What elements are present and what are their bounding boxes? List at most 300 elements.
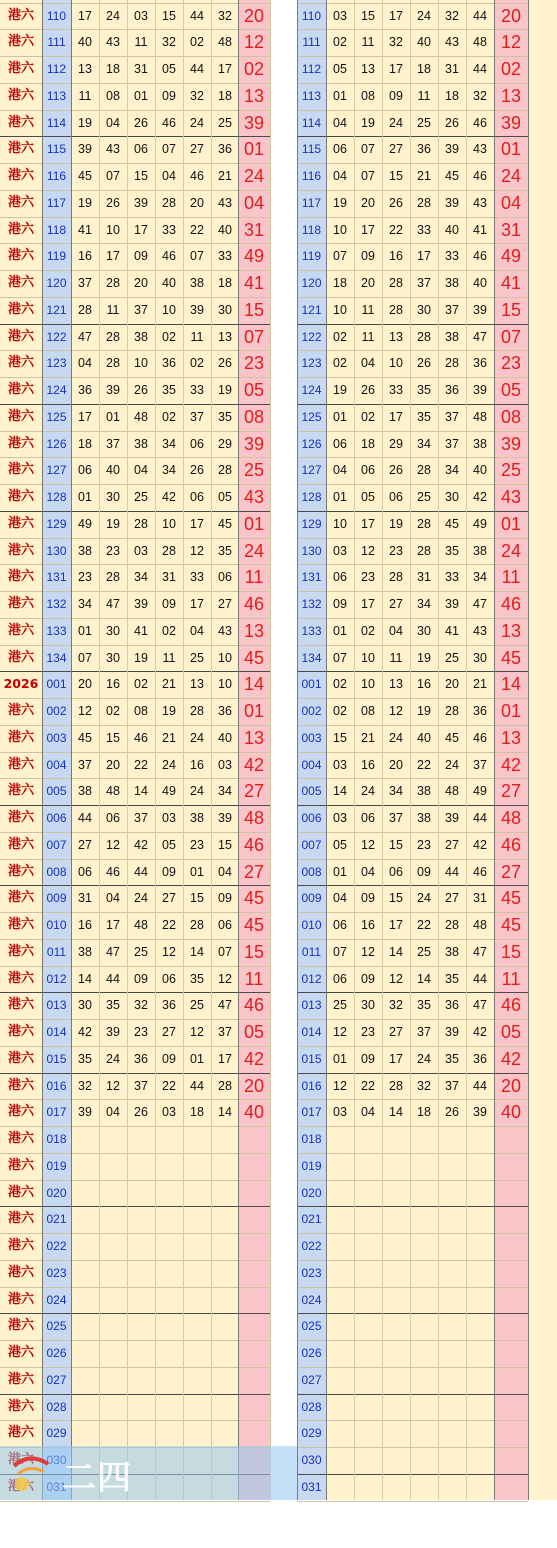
drawn-number: 03 bbox=[162, 1105, 176, 1120]
sorted-number: 40 bbox=[473, 276, 487, 290]
drawn-number: 04 bbox=[134, 463, 148, 478]
drawn-number: 23 bbox=[190, 837, 204, 852]
drawn-number: 25 bbox=[190, 998, 204, 1013]
sorted-number: 12 bbox=[361, 944, 375, 959]
sorted-number bbox=[382, 1420, 410, 1447]
period-number: 134 bbox=[46, 650, 67, 665]
drawn-number: 33 bbox=[190, 383, 204, 397]
sorted-number: 04 bbox=[389, 623, 403, 638]
sorted-number: 39 bbox=[473, 302, 487, 317]
drawn-number: 16 bbox=[106, 677, 120, 692]
period-number: 115 bbox=[301, 142, 322, 157]
drawn-number: 35 bbox=[78, 1051, 92, 1066]
row-divider bbox=[0, 939, 270, 940]
sorted-number: 01 bbox=[333, 409, 347, 424]
sorted-number bbox=[326, 1474, 354, 1501]
drawn-number bbox=[211, 1420, 239, 1447]
sorted-number: 25 bbox=[417, 490, 431, 504]
drawn-number: 01 bbox=[78, 490, 92, 504]
sorted-number: 06 bbox=[361, 811, 375, 825]
period-number: 006 bbox=[301, 811, 322, 825]
lottery-label: 港六 bbox=[7, 1131, 34, 1146]
row-divider bbox=[0, 3, 270, 4]
sorted-number bbox=[438, 1474, 466, 1501]
drawn-number: 02 bbox=[190, 35, 204, 50]
sorted-number bbox=[326, 1126, 354, 1153]
drawn-number: 18 bbox=[190, 1105, 204, 1120]
drawn-number: 39 bbox=[78, 142, 92, 157]
drawn-number bbox=[211, 1153, 239, 1180]
drawn-number: 07 bbox=[218, 944, 232, 959]
sorted-number: 45 bbox=[445, 169, 459, 183]
sorted-number: 24 bbox=[445, 757, 459, 772]
drawn-number: 28 bbox=[134, 516, 148, 531]
sorted-number: 28 bbox=[445, 704, 459, 718]
table-row bbox=[0, 885, 557, 912]
sorted-number: 30 bbox=[417, 623, 431, 638]
sorted-number: 43 bbox=[473, 623, 487, 638]
special-number: 45 bbox=[243, 647, 265, 668]
drawn-number: 40 bbox=[78, 35, 92, 50]
sorted-number bbox=[410, 1313, 438, 1340]
drawn-number: 17 bbox=[106, 918, 120, 932]
sorted-number bbox=[466, 1474, 494, 1501]
sorted-number: 32 bbox=[417, 1078, 431, 1093]
table-row bbox=[0, 29, 557, 56]
drawn-number: 07 bbox=[78, 650, 92, 665]
drawn-number: 20 bbox=[190, 195, 204, 210]
sorted-number bbox=[466, 1367, 494, 1394]
drawn-number bbox=[155, 1233, 183, 1260]
drawn-number: 43 bbox=[106, 142, 120, 157]
drawn-number: 17 bbox=[190, 597, 204, 611]
sorted-number: 08 bbox=[361, 704, 375, 718]
sorted-number: 14 bbox=[417, 971, 431, 986]
sorted-number: 46 bbox=[473, 169, 487, 183]
special-number bbox=[238, 1180, 270, 1207]
special-number: 13 bbox=[500, 620, 522, 641]
sorted-number: 20 bbox=[389, 757, 403, 772]
drawn-number: 01 bbox=[134, 88, 148, 103]
group-divider bbox=[0, 404, 270, 405]
sorted-number bbox=[466, 1420, 494, 1447]
drawn-number: 25 bbox=[218, 115, 232, 130]
period-number: 127 bbox=[46, 463, 67, 478]
drawn-number: 15 bbox=[106, 730, 120, 745]
drawn-number: 15 bbox=[162, 8, 176, 23]
group-divider bbox=[0, 136, 270, 137]
sorted-number: 09 bbox=[417, 864, 431, 879]
period-number: 018 bbox=[301, 1132, 322, 1146]
sorted-number: 15 bbox=[389, 169, 403, 183]
drawn-number: 11 bbox=[106, 302, 120, 317]
drawn-number: 19 bbox=[106, 516, 120, 531]
sorted-number: 35 bbox=[417, 998, 431, 1013]
sorted-number: 27 bbox=[445, 837, 459, 852]
drawn-number: 40 bbox=[162, 276, 176, 290]
period-number: 021 bbox=[46, 1212, 67, 1227]
drawn-number: 30 bbox=[106, 650, 120, 665]
lottery-label: 港六 bbox=[7, 1104, 34, 1120]
drawn-number bbox=[183, 1153, 211, 1180]
sorted-number: 35 bbox=[445, 1051, 459, 1066]
special-number: 48 bbox=[243, 808, 265, 828]
drawn-number: 23 bbox=[78, 570, 92, 585]
row-divider bbox=[0, 832, 270, 833]
sorted-number: 38 bbox=[417, 784, 431, 799]
drawn-number: 37 bbox=[78, 757, 92, 772]
special-number: 15 bbox=[500, 299, 522, 320]
period-number: 118 bbox=[301, 222, 322, 237]
period-number: 005 bbox=[46, 784, 67, 799]
sorted-number: 01 bbox=[333, 864, 347, 879]
sorted-number: 28 bbox=[389, 276, 403, 290]
watermark-text: 二四六-246.gd bbox=[62, 1458, 251, 1547]
lottery-label: 港六 bbox=[7, 87, 34, 103]
drawn-number bbox=[155, 1126, 183, 1153]
drawn-number: 02 bbox=[134, 677, 148, 692]
period-number: 020 bbox=[46, 1185, 67, 1200]
special-number: 46 bbox=[500, 594, 522, 614]
period-number: 118 bbox=[46, 222, 67, 237]
special-number bbox=[494, 1287, 528, 1314]
sorted-number: 39 bbox=[445, 1025, 459, 1039]
special-number: 02 bbox=[243, 59, 265, 79]
sorted-number: 46 bbox=[473, 115, 487, 130]
drawn-number: 15 bbox=[218, 837, 232, 852]
drawn-number: 44 bbox=[190, 1078, 204, 1093]
special-number: 01 bbox=[243, 513, 265, 534]
sorted-number: 29 bbox=[389, 436, 403, 451]
table-row bbox=[0, 1206, 557, 1233]
drawn-number bbox=[127, 1260, 155, 1287]
period-number: 116 bbox=[301, 169, 322, 183]
sorted-number: 23 bbox=[361, 1025, 375, 1039]
period-number: 111 bbox=[47, 35, 66, 50]
period-number: 003 bbox=[301, 730, 322, 745]
drawn-number: 30 bbox=[218, 302, 232, 317]
period-number: 001 bbox=[301, 677, 322, 692]
special-number bbox=[494, 1313, 528, 1340]
sorted-number bbox=[410, 1340, 438, 1367]
drawn-number: 03 bbox=[162, 811, 176, 825]
sorted-number: 25 bbox=[417, 115, 431, 130]
drawn-number: 02 bbox=[106, 704, 120, 718]
table-row bbox=[0, 110, 557, 137]
row-divider bbox=[0, 698, 270, 699]
drawn-number bbox=[155, 1153, 183, 1180]
lottery-label: 港六 bbox=[7, 917, 34, 932]
period-number: 014 bbox=[301, 1025, 322, 1039]
sorted-number: 36 bbox=[417, 142, 431, 157]
sorted-number: 30 bbox=[417, 302, 431, 317]
special-number: 25 bbox=[243, 460, 265, 481]
period-number: 029 bbox=[46, 1426, 67, 1441]
drawn-number: 40 bbox=[218, 730, 232, 745]
drawn-number: 10 bbox=[218, 650, 232, 665]
sorted-number bbox=[382, 1260, 410, 1287]
special-number: 05 bbox=[243, 1022, 265, 1042]
row-divider bbox=[0, 778, 270, 779]
drawn-number: 38 bbox=[78, 784, 92, 799]
sorted-number: 25 bbox=[417, 944, 431, 959]
special-number: 46 bbox=[500, 995, 522, 1016]
drawn-number: 04 bbox=[218, 864, 232, 879]
drawn-number: 40 bbox=[106, 463, 120, 478]
sorted-number bbox=[326, 1447, 354, 1474]
drawn-number: 18 bbox=[78, 436, 92, 451]
period-number: 110 bbox=[46, 8, 67, 23]
drawn-number: 09 bbox=[162, 864, 176, 879]
period-number: 008 bbox=[46, 864, 67, 879]
sorted-number: 37 bbox=[445, 1078, 459, 1093]
special-number bbox=[238, 1287, 270, 1314]
sorted-number bbox=[326, 1367, 354, 1394]
special-number bbox=[494, 1447, 528, 1474]
special-number: 20 bbox=[500, 5, 522, 26]
period-number: 127 bbox=[301, 463, 322, 478]
special-number: 02 bbox=[500, 59, 522, 79]
drawn-number: 20 bbox=[134, 276, 148, 290]
special-number: 05 bbox=[500, 1022, 522, 1042]
drawn-number: 35 bbox=[218, 543, 232, 558]
sorted-number bbox=[438, 1287, 466, 1314]
sorted-number: 31 bbox=[445, 62, 459, 76]
drawn-number: 19 bbox=[78, 115, 92, 130]
table-row bbox=[0, 243, 557, 270]
drawn-number: 37 bbox=[134, 811, 148, 825]
group-divider bbox=[0, 324, 270, 325]
drawn-number: 36 bbox=[134, 1051, 148, 1066]
sorted-number: 07 bbox=[333, 249, 347, 264]
period-number: 029 bbox=[301, 1426, 322, 1441]
sorted-number: 17 bbox=[389, 62, 403, 76]
sorted-number: 24 bbox=[389, 730, 403, 745]
table-row bbox=[0, 725, 557, 752]
table-row bbox=[0, 350, 557, 377]
drawn-number: 16 bbox=[190, 757, 204, 772]
drawn-number bbox=[211, 1180, 239, 1207]
drawn-number: 06 bbox=[218, 918, 232, 932]
special-number: 39 bbox=[243, 433, 265, 454]
drawn-number: 46 bbox=[190, 169, 204, 183]
table-row bbox=[0, 3, 557, 30]
drawn-number: 39 bbox=[190, 302, 204, 317]
table-row bbox=[0, 1180, 557, 1207]
sorted-number: 06 bbox=[389, 490, 403, 504]
drawn-number: 13 bbox=[190, 677, 204, 692]
sorted-number bbox=[326, 1206, 354, 1233]
sorted-number: 03 bbox=[333, 8, 347, 23]
drawn-number: 19 bbox=[134, 650, 148, 665]
sorted-number: 26 bbox=[389, 195, 403, 210]
drawn-number bbox=[155, 1206, 183, 1233]
period-number: 119 bbox=[46, 249, 67, 264]
sorted-number bbox=[410, 1153, 438, 1180]
special-number bbox=[494, 1180, 528, 1207]
special-number: 14 bbox=[243, 674, 265, 695]
drawn-number bbox=[127, 1394, 155, 1421]
drawn-number: 12 bbox=[106, 1078, 120, 1093]
lottery-label: 港六 bbox=[7, 622, 34, 638]
sorted-number: 09 bbox=[361, 1051, 375, 1066]
sorted-number: 21 bbox=[473, 677, 487, 692]
drawn-number: 31 bbox=[134, 62, 148, 76]
sorted-number bbox=[354, 1206, 382, 1233]
drawn-number: 48 bbox=[134, 409, 148, 424]
period-number: 005 bbox=[301, 784, 322, 799]
special-number bbox=[238, 1233, 270, 1260]
drawn-number: 24 bbox=[190, 115, 204, 130]
sorted-number: 10 bbox=[333, 302, 347, 317]
special-number: 27 bbox=[500, 861, 522, 882]
lottery-label: 港六 bbox=[7, 355, 34, 371]
drawn-number: 47 bbox=[106, 944, 120, 959]
drawn-number: 17 bbox=[78, 409, 92, 424]
period-number: 027 bbox=[46, 1372, 67, 1387]
sorted-number: 11 bbox=[361, 302, 375, 317]
column-divider bbox=[183, 0, 184, 1500]
table-row bbox=[0, 698, 557, 725]
sorted-number: 20 bbox=[361, 276, 375, 290]
drawn-number bbox=[71, 1233, 99, 1260]
drawn-number: 13 bbox=[218, 329, 232, 344]
drawn-number bbox=[127, 1313, 155, 1340]
row-divider bbox=[0, 1126, 270, 1127]
sorted-number: 46 bbox=[473, 249, 487, 264]
special-number: 45 bbox=[500, 915, 522, 935]
period-number: 117 bbox=[46, 195, 67, 210]
sorted-number bbox=[410, 1367, 438, 1394]
sorted-number: 01 bbox=[333, 490, 347, 504]
column-divider bbox=[211, 0, 212, 1500]
drawn-number: 14 bbox=[190, 944, 204, 959]
drawn-number: 17 bbox=[190, 516, 204, 531]
row-divider bbox=[0, 484, 270, 485]
drawn-number bbox=[99, 1367, 127, 1394]
period-number: 130 bbox=[46, 543, 67, 558]
special-number bbox=[238, 1206, 270, 1233]
drawn-number: 48 bbox=[218, 35, 232, 50]
drawn-number: 35 bbox=[162, 383, 176, 397]
row-divider bbox=[0, 1019, 270, 1020]
sorted-number: 07 bbox=[361, 142, 375, 157]
period-number: 131 bbox=[301, 570, 322, 585]
sorted-number: 08 bbox=[361, 88, 375, 103]
sorted-number: 28 bbox=[417, 516, 431, 531]
drawn-number: 28 bbox=[162, 195, 176, 210]
special-number bbox=[494, 1367, 528, 1394]
drawn-number: 12 bbox=[190, 1025, 204, 1039]
drawn-number: 10 bbox=[218, 677, 232, 692]
drawn-number: 20 bbox=[78, 677, 92, 692]
sorted-number: 06 bbox=[389, 864, 403, 879]
sorted-number: 02 bbox=[361, 409, 375, 424]
table-row bbox=[0, 992, 557, 1019]
sorted-number bbox=[382, 1233, 410, 1260]
drawn-number: 32 bbox=[78, 1078, 92, 1093]
drawn-number: 27 bbox=[78, 837, 92, 852]
row-divider bbox=[0, 1180, 270, 1181]
sorted-number: 42 bbox=[473, 837, 487, 852]
drawn-number bbox=[71, 1340, 99, 1367]
sorted-number bbox=[466, 1340, 494, 1367]
sorted-number: 19 bbox=[333, 195, 347, 210]
row-divider bbox=[0, 1153, 270, 1154]
sorted-number: 28 bbox=[445, 918, 459, 932]
drawn-number: 46 bbox=[106, 864, 120, 879]
period-number: 119 bbox=[301, 249, 322, 264]
sorted-number: 06 bbox=[333, 971, 347, 986]
lottery-label: 港六 bbox=[7, 756, 34, 772]
period-number: 120 bbox=[46, 276, 67, 290]
sorted-number: 27 bbox=[445, 891, 459, 906]
sorted-number bbox=[410, 1126, 438, 1153]
drawn-number bbox=[71, 1367, 99, 1394]
row-divider bbox=[0, 243, 270, 244]
special-number: 43 bbox=[500, 487, 522, 507]
sorted-number: 04 bbox=[333, 115, 347, 130]
sorted-number bbox=[382, 1180, 410, 1207]
sorted-number: 36 bbox=[445, 998, 459, 1013]
table-row bbox=[0, 83, 557, 110]
drawn-number: 19 bbox=[162, 704, 176, 718]
sorted-number bbox=[410, 1206, 438, 1233]
sorted-number bbox=[466, 1394, 494, 1421]
period-number: 125 bbox=[46, 409, 67, 424]
drawn-number: 25 bbox=[134, 944, 148, 959]
sorted-number: 39 bbox=[473, 1105, 487, 1120]
drawn-number: 44 bbox=[190, 8, 204, 23]
lottery-label: 港六 bbox=[7, 649, 34, 665]
row-divider bbox=[0, 1287, 270, 1288]
table-row bbox=[0, 1287, 557, 1314]
drawn-number: 44 bbox=[190, 62, 204, 76]
row-divider bbox=[0, 110, 270, 111]
sorted-number bbox=[326, 1233, 354, 1260]
special-number: 12 bbox=[243, 32, 265, 53]
sorted-number bbox=[354, 1153, 382, 1180]
lottery-label: 港六 bbox=[7, 435, 34, 451]
row-divider bbox=[0, 725, 270, 726]
sorted-number: 37 bbox=[445, 409, 459, 424]
sorted-number: 17 bbox=[361, 516, 375, 531]
lottery-label: 港六 bbox=[7, 729, 34, 745]
sorted-number bbox=[382, 1474, 410, 1501]
sorted-number bbox=[466, 1260, 494, 1287]
row-divider bbox=[0, 270, 270, 271]
drawn-number: 28 bbox=[190, 704, 204, 718]
period-number: 010 bbox=[301, 918, 322, 932]
row-divider bbox=[0, 1260, 270, 1261]
sorted-number: 06 bbox=[333, 142, 347, 157]
drawn-number bbox=[183, 1126, 211, 1153]
special-number: 14 bbox=[500, 674, 522, 695]
drawn-number bbox=[127, 1340, 155, 1367]
period-number: 006 bbox=[46, 811, 67, 825]
sorted-number bbox=[410, 1233, 438, 1260]
period-number: 128 bbox=[301, 490, 322, 504]
period-number: 134 bbox=[301, 650, 322, 665]
sorted-number bbox=[438, 1367, 466, 1394]
special-number: 04 bbox=[243, 192, 265, 213]
drawn-number: 17 bbox=[218, 62, 232, 76]
sorted-number: 39 bbox=[445, 195, 459, 210]
lottery-label: 港六 bbox=[7, 1024, 34, 1039]
period-number: 017 bbox=[301, 1105, 322, 1120]
sorted-number bbox=[382, 1394, 410, 1421]
sorted-number: 17 bbox=[361, 222, 375, 237]
